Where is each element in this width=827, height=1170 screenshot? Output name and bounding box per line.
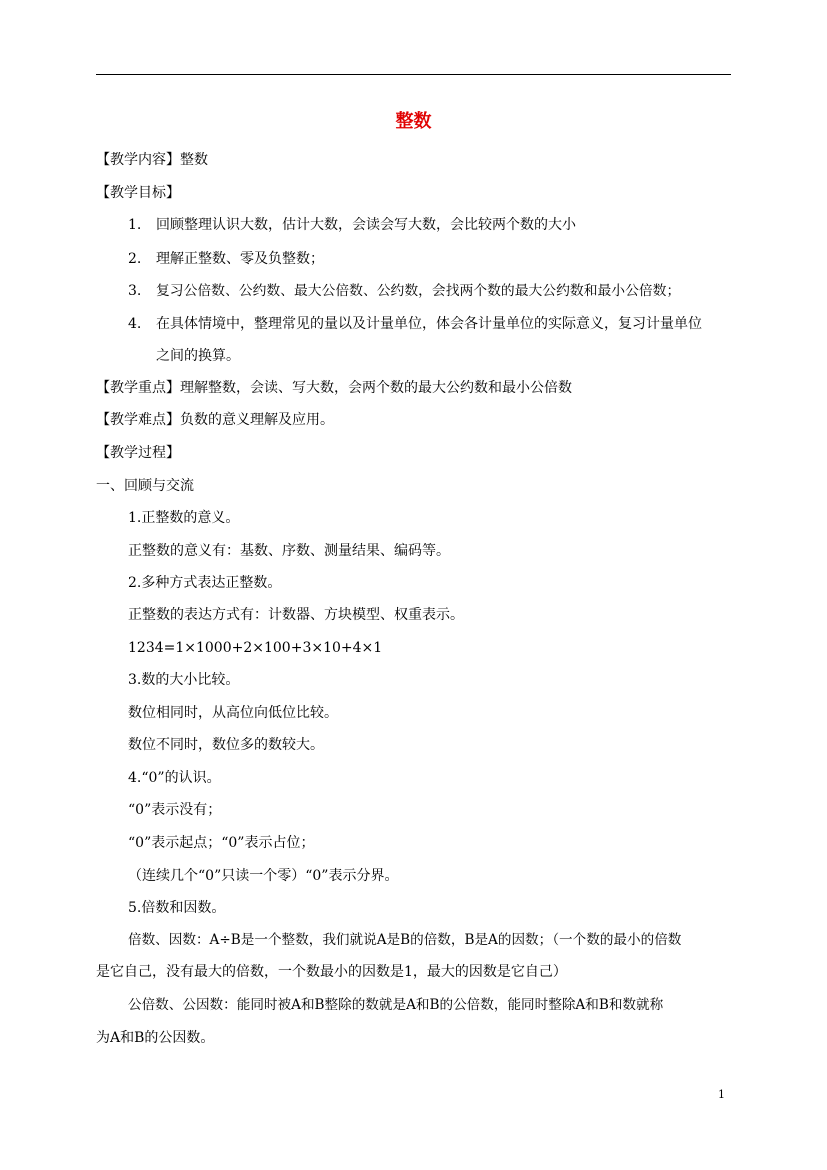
body-line: 1.正整数的意义。 [128,510,240,526]
objectives-label: 【教学目标】 [96,185,180,201]
page-title: 整数 [395,111,432,132]
objective-number: 3. [128,283,142,299]
objective-number: 4. [128,316,142,332]
objective-text: 回顾整理认识大数，估计大数，会读会写大数，会比较两个数的大小 [156,217,576,233]
body-line: 4.“0”的认识。 [128,770,221,786]
difficulties: 【教学难点】负数的意义理解及应用。 [96,412,334,428]
paragraph-line: 为A和B的公因数。 [96,1030,215,1046]
body-line: 5.倍数和因数。 [128,900,226,916]
process-label: 【教学过程】 [96,445,180,461]
paragraph-line: 是它自己，没有最大的倍数，一个数最小的因数是1，最大的因数是它自己） [96,964,567,980]
body-line: “0”表示没有； [128,802,222,818]
body-line: 2.多种方式表达正整数。 [128,575,282,591]
body-line: 数位不同时，数位多的数较大。 [128,737,324,753]
body-line: 正整数的意义有：基数、序数、测量结果、编码等。 [128,543,450,559]
body-line: 3.数的大小比较。 [128,672,240,688]
objective-text-continued: 之间的换算。 [156,348,240,364]
body-line: 数位相同时，从高位向低位比较。 [128,705,338,721]
objective-number: 2. [128,251,142,267]
objective-text: 理解正整数、零及负整数； [156,251,324,267]
header-rule [96,74,731,75]
body-line: “0”表示起点；“0”表示占位； [128,835,315,851]
objective-text: 复习公倍数、公约数、最大公倍数、公约数，会找两个数的最大公约数和最小公倍数； [156,283,681,299]
objective-number: 1. [128,217,142,233]
paragraph-line: 倍数、因数：A÷B是一个整数，我们就说A是B的倍数，B是A的因数；（一个数的最小的倍数 [128,932,682,948]
content-label: 【教学内容】整数 [96,152,208,168]
page-number: 1 [718,1088,725,1101]
body-line: 正整数的表达方式有：计数器、方块模型、权重表示。 [128,607,464,623]
section-heading: 一、回顾与交流 [96,478,194,494]
paragraph-line: 公倍数、公因数：能同时被A和B整除的数就是A和B的公倍数，能同时整除A和B和数就称 [128,997,664,1013]
key-points: 【教学重点】理解整数，会读、写大数，会两个数的最大公约数和最小公倍数 [96,380,572,396]
body-line: （连续几个“0”只读一个零）“0”表示分界。 [128,868,399,884]
objective-text: 在具体情境中，整理常见的量以及计量单位，体会各计量单位的实际意义，复习计量单位 [156,316,702,332]
formula-line: 1234=1×1000+2×100+3×10+4×1 [128,640,383,656]
